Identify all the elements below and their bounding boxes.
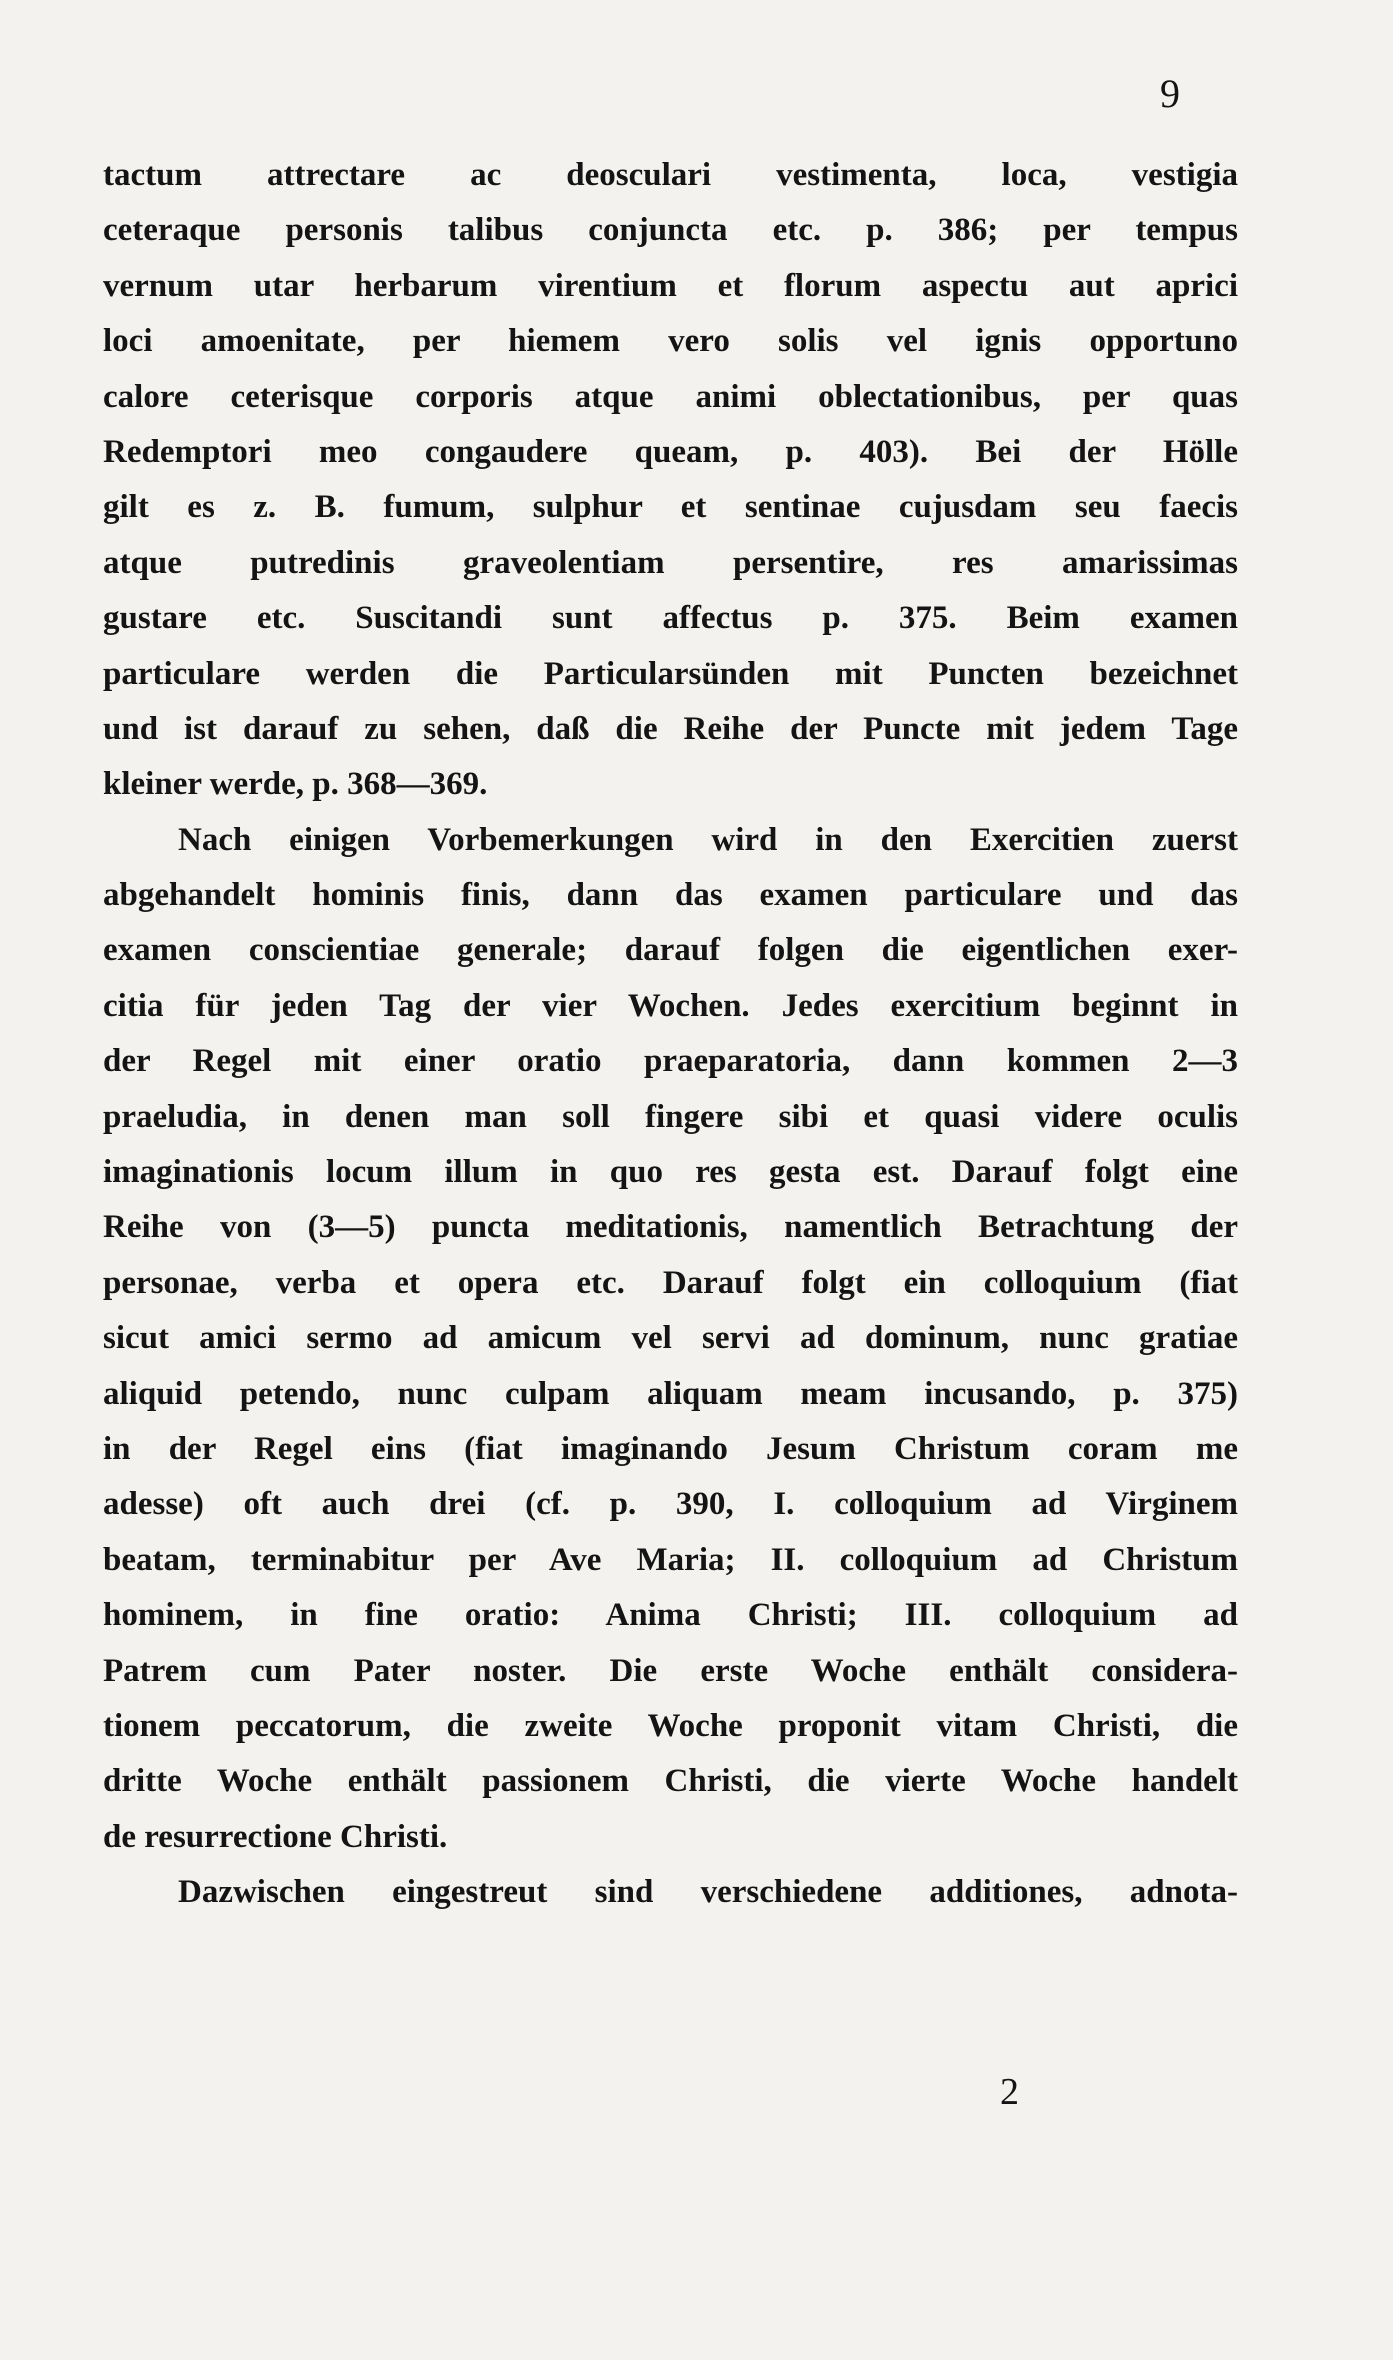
text-line: gilt es z. B. fumum, sulphur et sentinae cujusdam seu faecis [103, 489, 1238, 526]
text-line: kleiner werde, p. 368—369. [103, 766, 488, 803]
text-line: dritte Woche enthält passionem Christi, die vierte Woche handelt [103, 1763, 1238, 1800]
text-line: atque putredinis graveolentiam persentire, res amarissimas [103, 544, 1238, 581]
text-line: Patrem cum Pater noster. Die erste Woche enthält considera- [103, 1652, 1238, 1689]
text-line: de resurrectione Christi. [103, 1818, 448, 1855]
text-line: Nach einigen Vorbemerkungen wird in den Exercitien zuerst [178, 821, 1238, 858]
text-line: examen conscientiae generale; darauf folgen die eigentlichen exer- [103, 932, 1238, 969]
text-line: imaginationis locum illum in quo res gesta est. Darauf folgt eine [103, 1154, 1238, 1191]
text-line: ceteraque personis talibus conjuncta etc. p. 386; per tempus [103, 212, 1238, 249]
text-line: Dazwischen eingestreut sind verschiedene additiones, adnota- [178, 1874, 1238, 1911]
text-line: personae, verba et opera etc. Darauf folgt ein colloquium (fiat [103, 1264, 1238, 1301]
text-line: tactum attrectare ac deosculari vestimenta, loca, vestigia [103, 157, 1238, 193]
text-line: sicut amici sermo ad amicum vel servi ad dominum, nunc gratiae [103, 1320, 1238, 1357]
text-line: citia für jeden Tag der vier Wochen. Jedes exercitium beginnt in [103, 987, 1238, 1024]
text-line: aliquid petendo, nunc culpam aliquam meam incusando, p. 375) [103, 1375, 1238, 1412]
text-line: Reihe von (3—5) puncta meditationis, namentlich Betrachtung der [103, 1209, 1238, 1246]
text-line: hominem, in fine oratio: Anima Christi; III. colloquium ad [103, 1597, 1238, 1634]
text-line: und ist darauf zu sehen, daß die Reihe der Puncte mit jedem Tage [103, 710, 1238, 747]
text-line: beatam, terminabitur per Ave Maria; II. colloquium ad Christum [103, 1541, 1238, 1578]
text-line: calore ceterisque corporis atque animi oblectationibus, per quas [103, 378, 1238, 415]
text-line: der Regel mit einer oratio praeparatoria, dann kommen 2—3 [103, 1043, 1238, 1080]
signature-mark: 2 [1000, 2071, 1019, 2113]
text-line: in der Regel eins (fiat imaginando Jesum Christum coram me [103, 1430, 1238, 1467]
text-line: particulare werden die Particularsünden mit Puncten bezeichnet [103, 655, 1238, 692]
text-line: abgehandelt hominis finis, dann das examen particulare und das [103, 877, 1238, 914]
text-line: vernum utar herbarum virentium et florum aspectu aut aprici [103, 267, 1238, 304]
text-line: adesse) oft auch drei (cf. p. 390, I. colloquium ad Virginem [103, 1486, 1238, 1523]
text-line: Redemptori meo congaudere queam, p. 403). Bei der Hölle [103, 433, 1238, 470]
page-number: 9 [1160, 71, 1180, 116]
paragraph [103, 148, 1238, 813]
paragraph [103, 813, 1238, 1865]
paragraph [103, 1865, 1238, 1920]
body-text [103, 148, 1238, 1921]
text-line: tionem peccatorum, die zweite Woche proponit vitam Christi, die [103, 1707, 1238, 1744]
text-line: gustare etc. Suscitandi sunt affectus p. 375. Beim examen [103, 600, 1238, 637]
text-line: loci amoenitate, per hiemem vero solis vel ignis opportuno [103, 323, 1238, 360]
text-line: praeludia, in denen man soll fingere sibi et quasi videre oculis [103, 1098, 1238, 1135]
